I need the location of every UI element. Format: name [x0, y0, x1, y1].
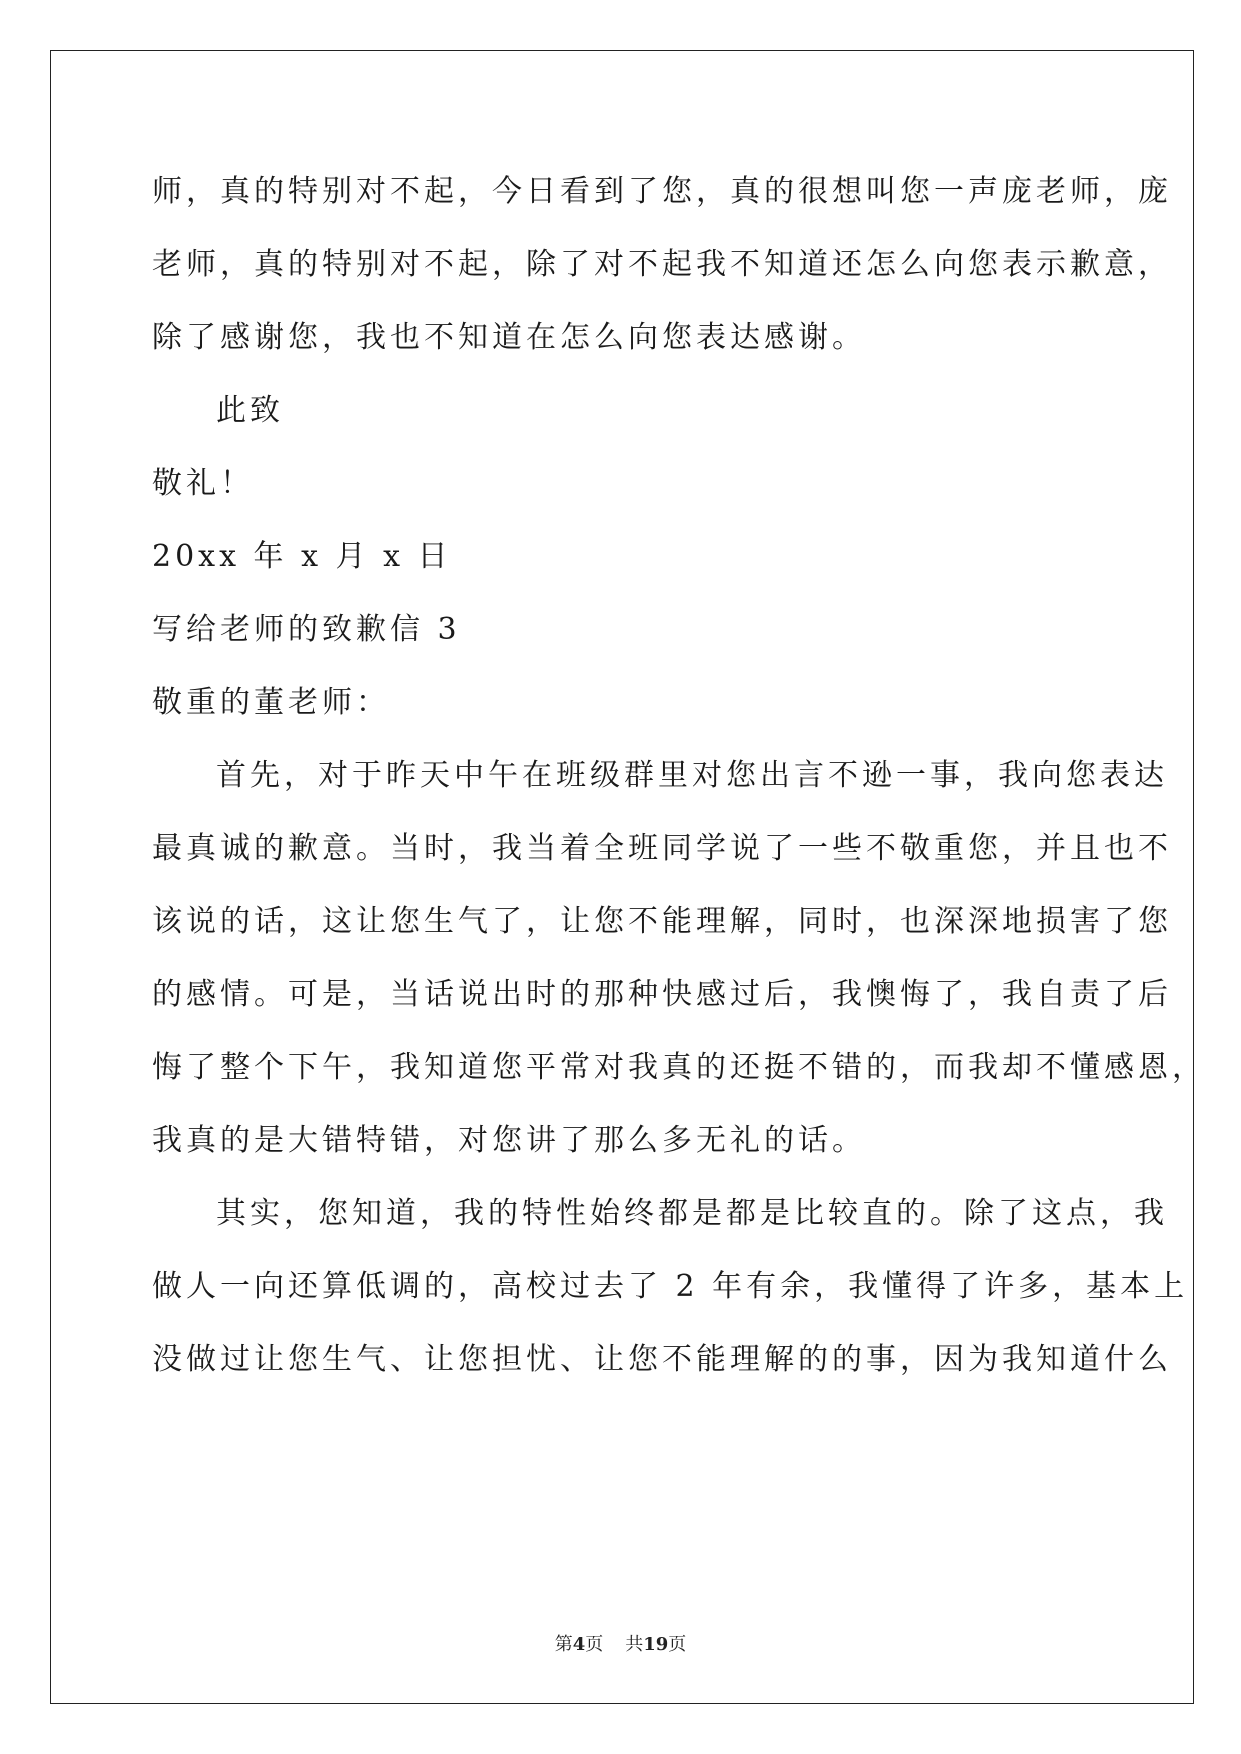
- date-line: 20xx 年 x 月 x 日: [152, 539, 452, 574]
- body-line: 的感情。可是，当话说出时的那种快感过后，我懊悔了，我自责了后: [152, 977, 1172, 1012]
- section-title: 写给老师的致歉信 3: [152, 612, 461, 647]
- body-line: 做人一向还算低调的，高校过去了 2 年有余，我懂得了许多，基本上: [152, 1269, 1189, 1304]
- body-line: 最真诚的歉意。当时，我当着全班同学说了一些不敬重您，并且也不: [152, 831, 1172, 866]
- greeting: 敬重的董老师：: [152, 685, 390, 720]
- footer-prefix: 第: [554, 1634, 573, 1655]
- page-footer: [0, 1634, 1241, 1656]
- footer-total-prefix: 共: [625, 1634, 644, 1655]
- body-line: 师，真的特别对不起，今日看到了您，真的很想叫您一声庞老师，庞: [152, 174, 1172, 209]
- body-line: 首先，对于昨天中午在班级群里对您出言不逊一事，我向您表达: [216, 758, 1168, 793]
- closing-regards: 敬礼！: [152, 466, 254, 501]
- body-line: 老师，真的特别对不起，除了对不起我不知道还怎么向您表示歉意，: [152, 247, 1172, 282]
- footer-total-unit: 页: [668, 1634, 687, 1655]
- body-line: 除了感谢您，我也不知道在怎么向您表达感谢。: [152, 320, 866, 355]
- footer-total-pages: 19: [643, 1634, 669, 1655]
- footer-page-number: 4: [572, 1634, 586, 1655]
- body-line: 其实，您知道，我的特性始终都是都是比较直的。除了这点，我: [216, 1196, 1168, 1231]
- body-line: 没做过让您生气、让您担忧、让您不能理解的的事，因为我知道什么: [152, 1342, 1172, 1377]
- page-frame: [50, 50, 1194, 1704]
- body-line: 悔了整个下午，我知道您平常对我真的还挺不错的，而我却不懂感恩，: [152, 1050, 1206, 1085]
- body-line: 我真的是大错特错，对您讲了那么多无礼的话。: [152, 1123, 866, 1158]
- closing-salutation: 此致: [216, 393, 284, 428]
- footer-page-unit: 页: [585, 1634, 604, 1655]
- body-line: 该说的话，这让您生气了，让您不能理解，同时，也深深地损害了您: [152, 904, 1172, 939]
